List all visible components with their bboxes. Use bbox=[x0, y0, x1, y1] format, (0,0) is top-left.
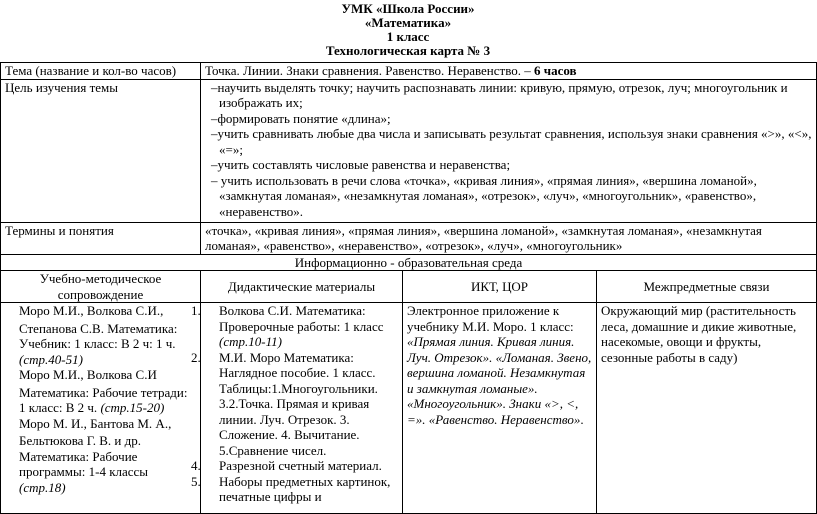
goal-item: –учить сравнивать любые два числа и записывать результат сравнения, используя знаки сравнения «>», «<», «=»; bbox=[211, 126, 812, 157]
ict-cell: Электронное приложение к учебнику М.И. Моро. 1 класс: «Прямая линия. Кривая линия. Луч. Отрезок». «Ломаная. Звено, вершина ломаной. Незамкнутая и замкнутая ломаные». «Многоугольник». Знаки «>, <, =». «Равенство. Неравенство». bbox=[403, 303, 597, 514]
col-interdisciplinary: Межпредметные связи bbox=[597, 271, 817, 303]
goal-item: –научить выделять точку; научить распознавать линии: кривую, прямую, отрезок, луч; многоугольник и изображать их; bbox=[211, 79, 788, 110]
goal-list bbox=[201, 79, 817, 222]
header-grade: 1 класс bbox=[386, 29, 430, 44]
tech-card-table bbox=[0, 62, 817, 514]
header-card-title: Технологическая карта № 3 bbox=[325, 43, 491, 58]
columns-header-row bbox=[1, 271, 817, 303]
list-item: 5. Наборы предметных картинок, печатные цифры и bbox=[191, 473, 391, 504]
topic-value: Точка. Линии. Знаки сравнения. Равенство. Неравенство. – 6 часов bbox=[201, 63, 817, 80]
terms-value: «точка», «кривая линия», «прямая линия», «вершина ломаной», «замкнутая ломаная», «незамкнутая ломаная», «равенство», «неравенство», «отрезок», «луч», «многоугольник» bbox=[201, 222, 817, 254]
content-row bbox=[1, 303, 817, 514]
terms-row bbox=[1, 222, 817, 254]
list-item: Моро М.И., Волкова С.И., Степанова С.В. Математика: Учебник: 1 класс: В 2 ч: 1 ч. (стр.40-51) bbox=[19, 303, 178, 367]
didactic-list bbox=[191, 303, 403, 514]
goal-item: –формировать понятие «длина»; bbox=[211, 110, 391, 126]
topic-row bbox=[1, 63, 817, 80]
topic-label: Тема (название и кол-во часов) bbox=[1, 63, 201, 80]
list-item: 2. М.И. Моро Математика: Наглядное пособие. 1 класс. Таблицы:1.Многоугольники. 3.2.Точка. Прямая и кривая линии. Луч. Отрезок. 3. Сложение. 4. Вычитание. 5.Сравнение чисел. bbox=[191, 349, 378, 458]
list-item: Моро М. И., Бантова М. А., Бельтюкова Г. В. и др. Математика: Рабочие программы: 1-4 классы (стр.18) bbox=[19, 415, 172, 495]
col-didactic: Дидактические материалы bbox=[201, 271, 403, 303]
header-umk: УМК «Школа России» bbox=[341, 1, 475, 16]
goal-item: –учить составлять числовые равенства и неравенства; bbox=[211, 157, 511, 172]
goal-label: Цель изучения темы bbox=[1, 79, 201, 222]
interdisciplinary-cell: Окружающий мир (растительность леса, домашние и дикие животные, насекомые, овощи и фрукты, сезонные работы в саду) bbox=[597, 303, 817, 514]
env-title-row bbox=[1, 254, 817, 271]
env-title: Информационно - образовательная среда bbox=[1, 254, 817, 271]
col-methodical: Учебно-методическое сопровождение bbox=[1, 271, 201, 303]
terms-label: Термины и понятия bbox=[1, 222, 201, 254]
list-item: 1. Волкова С.И. Математика: Проверочные работы: 1 класс (стр.10-11) bbox=[191, 303, 384, 349]
goal-item: – учить использовать в речи слова «точка», «кривая линия», «прямая линия», «вершина ломаной», «замкнутая ломаная», «незамкнутая ломаная», «отрезок», «луч», «многоугольник», «равенство», «неравенство». bbox=[211, 172, 757, 219]
goal-row bbox=[1, 79, 817, 222]
document-header bbox=[0, 0, 816, 58]
col-ict: ИКТ, ЦОР bbox=[403, 271, 597, 303]
header-subject: «Математика» bbox=[364, 15, 452, 30]
list-item: 4. Разрезной счетный материал. bbox=[191, 458, 382, 473]
topic-hours: 6 часов bbox=[534, 63, 577, 78]
methodical-list bbox=[1, 303, 201, 514]
list-item: Моро М.И., Волкова С.И Математика: Рабочие тетради: 1 класс: В 2 ч. (стр.15-20) bbox=[19, 367, 188, 415]
